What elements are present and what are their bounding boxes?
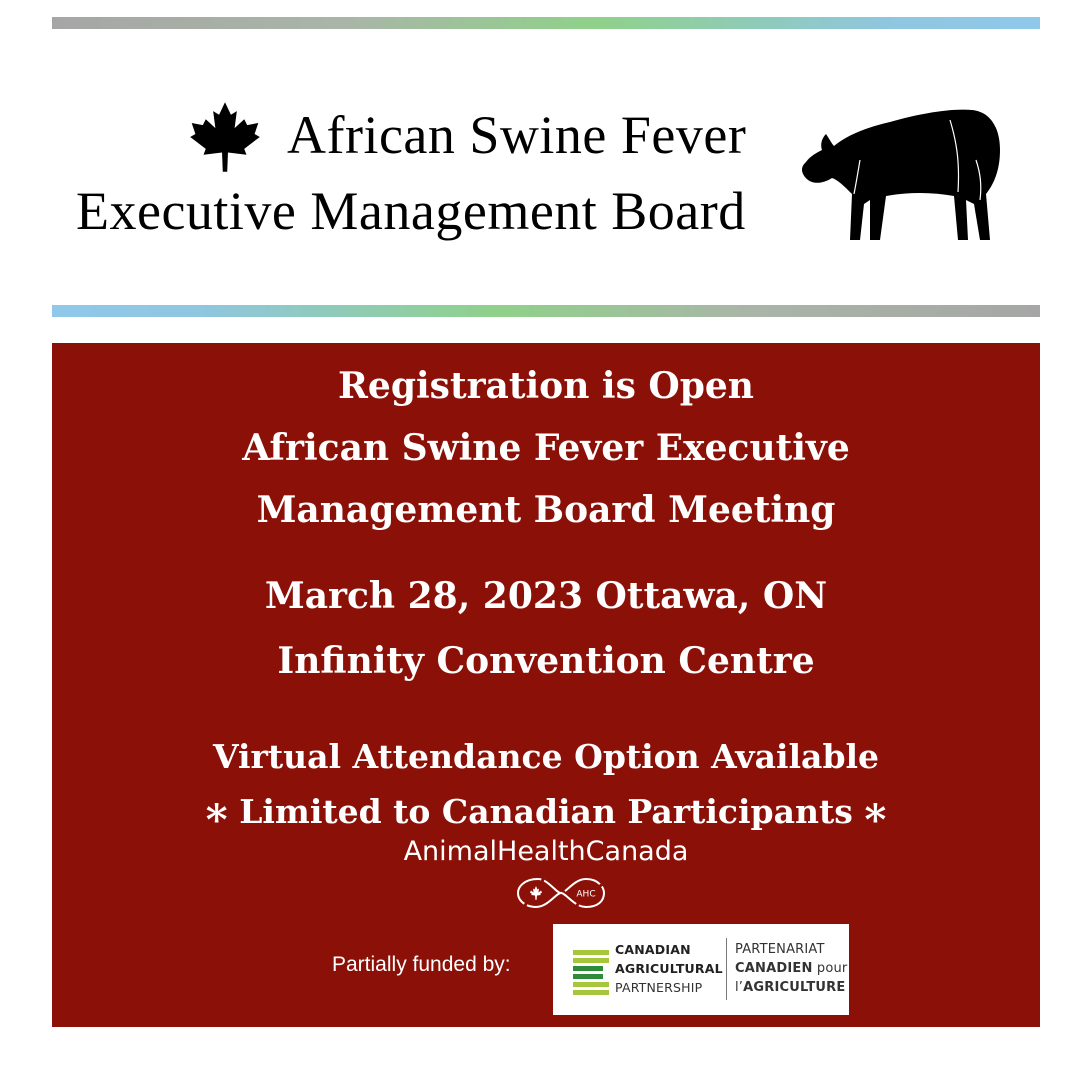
partner-en-line-3: PARTNERSHIP bbox=[615, 980, 703, 995]
asterisk-icon: ∗ bbox=[202, 787, 232, 836]
ahc-logo-text: AHC bbox=[576, 889, 596, 900]
partner-fr-line-2-bold: CANADIEN bbox=[735, 961, 813, 976]
partner-fr-line-3-prefix: l’ bbox=[735, 980, 744, 995]
venue: Infinity Convention Centre bbox=[277, 640, 815, 682]
partner-name-en bbox=[615, 940, 723, 997]
ahc-infinity-logo bbox=[516, 873, 606, 913]
partner-name-fr bbox=[735, 940, 848, 997]
partner-fr-line-3 bbox=[735, 978, 845, 997]
organizer-name: AnimalHealthCanada bbox=[403, 836, 689, 867]
partner-fr-line-1: PARTENARIAT bbox=[735, 942, 825, 957]
limited-note bbox=[52, 787, 1040, 836]
asterisk-icon: ∗ bbox=[860, 787, 890, 836]
maple-leaf-icon bbox=[530, 886, 542, 900]
virtual-attendance: Virtual Attendance Option Available bbox=[212, 737, 880, 776]
registration-heading: Registration is Open bbox=[338, 365, 754, 407]
pig-icon bbox=[800, 100, 1002, 244]
announcement-panel bbox=[52, 343, 1040, 1027]
logo-divider bbox=[726, 938, 727, 1000]
canadian-agricultural-partnership-logo bbox=[553, 924, 849, 1015]
partner-fr-line-2-rest: pour bbox=[812, 961, 848, 976]
partner-en-line-1: CANADIAN bbox=[615, 942, 691, 957]
partner-fr-line-2 bbox=[735, 959, 848, 978]
maple-leaf-icon bbox=[188, 100, 262, 174]
partnership-bars-icon bbox=[573, 944, 609, 996]
bottom-gradient-rule bbox=[52, 305, 1040, 317]
date-location: March 28, 2023 Ottawa, ON bbox=[264, 575, 828, 617]
top-gradient-rule bbox=[52, 17, 1040, 29]
limited-note-text: Limited to Canadian Participants bbox=[239, 792, 853, 831]
meeting-title-line-1: African Swine Fever Executive bbox=[242, 427, 850, 469]
partner-fr-line-3-bold: AGRICULTURE bbox=[743, 980, 846, 995]
meeting-title-line-2: Management Board Meeting bbox=[256, 489, 836, 531]
title-line-2: Executive Management Board bbox=[76, 181, 746, 241]
title-line-1: African Swine Fever bbox=[287, 105, 747, 165]
funded-by-label: Partially funded by: bbox=[332, 953, 511, 976]
partner-en-line-2: AGRICULTURAL bbox=[615, 961, 723, 976]
